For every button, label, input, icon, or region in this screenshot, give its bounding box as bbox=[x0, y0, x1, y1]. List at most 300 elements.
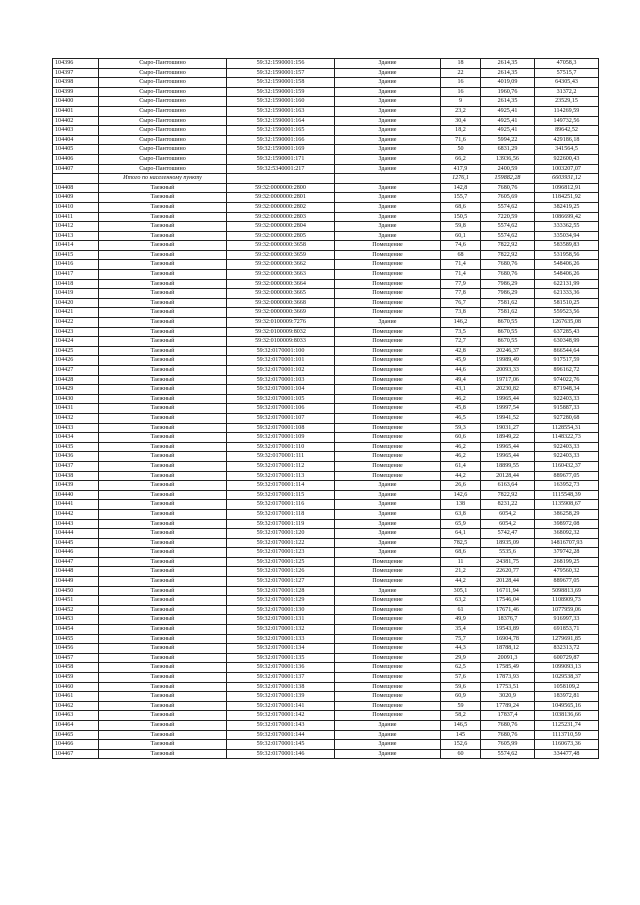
cadastral-value-cell: 927280,68 bbox=[535, 413, 599, 423]
table-row bbox=[53, 740, 599, 750]
settlement-cell: Таежный bbox=[99, 461, 227, 471]
specific-value-cell: 19989,49 bbox=[481, 356, 535, 366]
cadastral-number-cell: 59:32:1590001:169 bbox=[227, 145, 335, 155]
area-cell: 142,6 bbox=[441, 490, 481, 500]
record-number-cell: 104442 bbox=[53, 509, 99, 519]
object-type-cell: Здание bbox=[335, 116, 441, 126]
settlement-cell: Сыро-Пантошино bbox=[99, 145, 227, 155]
specific-value-cell: 159882,28 bbox=[481, 174, 535, 184]
cadastral-value-cell: 1099093,13 bbox=[535, 663, 599, 673]
record-number-cell: 104397 bbox=[53, 68, 99, 78]
table-row bbox=[53, 298, 599, 308]
area-cell: 75,7 bbox=[441, 634, 481, 644]
object-type-cell: Помещение bbox=[335, 250, 441, 260]
table-row bbox=[53, 653, 599, 663]
table-row bbox=[53, 260, 599, 270]
area-cell: 46,2 bbox=[441, 394, 481, 404]
object-type-cell: Здание bbox=[335, 78, 441, 88]
table-row bbox=[53, 356, 599, 366]
cadastral-value-cell: 1058109,2 bbox=[535, 682, 599, 692]
record-number-cell: 104464 bbox=[53, 720, 99, 730]
specific-value-cell: 19543,89 bbox=[481, 625, 535, 635]
area-cell: 59,6 bbox=[441, 682, 481, 692]
settlement-cell: Сыро-Пантошино bbox=[99, 135, 227, 145]
settlement-cell: Сыро-Пантошино bbox=[99, 78, 227, 88]
settlement-cell: Таежный bbox=[99, 346, 227, 356]
area-cell: 73,8 bbox=[441, 308, 481, 318]
area-cell: 77,9 bbox=[441, 279, 481, 289]
table-row bbox=[53, 481, 599, 491]
record-number-cell: 104436 bbox=[53, 452, 99, 462]
cadastral-value-cell: 368092,32 bbox=[535, 529, 599, 539]
settlement-cell: Таежный bbox=[99, 519, 227, 529]
cadastral-value-cell: 47058,3 bbox=[535, 59, 599, 69]
cadastral-value-cell: 600729,87 bbox=[535, 653, 599, 663]
object-type-cell: Помещение bbox=[335, 625, 441, 635]
specific-value-cell: 5574,62 bbox=[481, 231, 535, 241]
settlement-cell: Таежный bbox=[99, 260, 227, 270]
specific-value-cell: 5994,22 bbox=[481, 135, 535, 145]
specific-value-cell: 22620,77 bbox=[481, 567, 535, 577]
area-cell: 145 bbox=[441, 730, 481, 740]
cadastral-value-cell: 429186,18 bbox=[535, 135, 599, 145]
cadastral-number-cell: 59:32:0170001:142 bbox=[227, 711, 335, 721]
cadastral-number-cell: 59:32:0170001:105 bbox=[227, 394, 335, 404]
object-type-cell: Помещение bbox=[335, 452, 441, 462]
property-table bbox=[52, 58, 599, 759]
document-page bbox=[52, 58, 598, 759]
table-row bbox=[53, 519, 599, 529]
cadastral-number-cell: 59:32:5340001:217 bbox=[227, 164, 335, 174]
settlement-cell: Таежный bbox=[99, 231, 227, 241]
settlement-cell: Таежный bbox=[99, 548, 227, 558]
cadastral-value-cell: 341564,5 bbox=[535, 145, 599, 155]
specific-value-cell: 20093,33 bbox=[481, 366, 535, 376]
settlement-cell: Таежный bbox=[99, 605, 227, 615]
settlement-cell: Таежный bbox=[99, 663, 227, 673]
cadastral-value-cell: 922403,33 bbox=[535, 394, 599, 404]
record-number-cell: 104428 bbox=[53, 375, 99, 385]
table-row bbox=[53, 529, 599, 539]
settlement-cell: Таежный bbox=[99, 241, 227, 251]
area-cell: 146,5 bbox=[441, 720, 481, 730]
specific-value-cell: 7680,76 bbox=[481, 260, 535, 270]
table-row bbox=[53, 116, 599, 126]
cadastral-number-cell: 59:32:1590001:164 bbox=[227, 116, 335, 126]
settlement-cell: Таежный bbox=[99, 653, 227, 663]
settlement-cell: Сыро-Пантошино bbox=[99, 126, 227, 136]
specific-value-cell: 8231,22 bbox=[481, 500, 535, 510]
area-cell: 73,5 bbox=[441, 327, 481, 337]
cadastral-value-cell: 386258,29 bbox=[535, 509, 599, 519]
area-cell: 155,7 bbox=[441, 193, 481, 203]
record-number-cell: 104457 bbox=[53, 653, 99, 663]
area-cell: 50 bbox=[441, 145, 481, 155]
cadastral-value-cell: 333362,55 bbox=[535, 222, 599, 232]
object-type-cell: Помещение bbox=[335, 394, 441, 404]
specific-value-cell: 7581,62 bbox=[481, 308, 535, 318]
record-number-cell: 104407 bbox=[53, 164, 99, 174]
cadastral-value-cell: 871948,34 bbox=[535, 385, 599, 395]
specific-value-cell: 18788,12 bbox=[481, 644, 535, 654]
cadastral-value-cell: 922600,43 bbox=[535, 154, 599, 164]
settlement-cell: Таежный bbox=[99, 423, 227, 433]
object-type-cell: Помещение bbox=[335, 596, 441, 606]
settlement-cell: Таежный bbox=[99, 356, 227, 366]
cadastral-number-cell: 59:32:0170001:113 bbox=[227, 471, 335, 481]
record-number-cell: 104417 bbox=[53, 270, 99, 280]
record-number-cell: 104427 bbox=[53, 366, 99, 376]
settlement-cell: Таежный bbox=[99, 471, 227, 481]
table-row bbox=[53, 212, 599, 222]
cadastral-number-cell: 59:32:0170001:103 bbox=[227, 375, 335, 385]
cadastral-value-cell: 163952,73 bbox=[535, 481, 599, 491]
cadastral-value-cell: 1184251,92 bbox=[535, 193, 599, 203]
table-row bbox=[53, 413, 599, 423]
specific-value-cell: 6163,64 bbox=[481, 481, 535, 491]
object-type-cell: Здание bbox=[335, 586, 441, 596]
specific-value-cell: 16904,78 bbox=[481, 634, 535, 644]
cadastral-number-cell: 59:32:0170001:120 bbox=[227, 529, 335, 539]
table-row bbox=[53, 202, 599, 212]
cadastral-number-cell: 59:32:0100009:7276 bbox=[227, 318, 335, 328]
specific-value-cell: 17873,93 bbox=[481, 673, 535, 683]
specific-value-cell: 8670,55 bbox=[481, 337, 535, 347]
cadastral-number-cell: 59:32:0170001:106 bbox=[227, 404, 335, 414]
table-row bbox=[53, 97, 599, 107]
object-type-cell: Здание bbox=[335, 509, 441, 519]
cadastral-number-cell: 59:32:0170001:145 bbox=[227, 740, 335, 750]
cadastral-number-cell: 59:32:0000000:2803 bbox=[227, 212, 335, 222]
object-type-cell: Здание bbox=[335, 87, 441, 97]
settlement-cell: Таежный bbox=[99, 557, 227, 567]
table-row bbox=[53, 231, 599, 241]
table-row bbox=[53, 625, 599, 635]
area-cell: 59 bbox=[441, 701, 481, 711]
record-number-cell: 104452 bbox=[53, 605, 99, 615]
record-number-cell: 104406 bbox=[53, 154, 99, 164]
record-number-cell: 104440 bbox=[53, 490, 99, 500]
record-number-cell: 104432 bbox=[53, 413, 99, 423]
settlement-cell: Таежный bbox=[99, 375, 227, 385]
record-number-cell: 104448 bbox=[53, 567, 99, 577]
cadastral-value-cell: 57515,7 bbox=[535, 68, 599, 78]
settlement-cell: Таежный bbox=[99, 490, 227, 500]
settlement-cell: Таежный bbox=[99, 740, 227, 750]
area-cell: 58,2 bbox=[441, 711, 481, 721]
table-row bbox=[53, 596, 599, 606]
area-cell: 150,5 bbox=[441, 212, 481, 222]
settlement-cell: Таежный bbox=[99, 749, 227, 759]
record-number-cell: 104447 bbox=[53, 557, 99, 567]
settlement-cell: Таежный bbox=[99, 442, 227, 452]
record-number-cell: 104444 bbox=[53, 529, 99, 539]
specific-value-cell: 7822,92 bbox=[481, 241, 535, 251]
settlement-cell: Сыро-Пантошино bbox=[99, 116, 227, 126]
cadastral-number-cell: 59:32:1590001:159 bbox=[227, 87, 335, 97]
settlement-cell: Таежный bbox=[99, 481, 227, 491]
cadastral-number-cell: 59:32:0170001:143 bbox=[227, 720, 335, 730]
cadastral-value-cell: 583589,83 bbox=[535, 241, 599, 251]
cadastral-number-cell: 59:32:0000000:3668 bbox=[227, 298, 335, 308]
specific-value-cell: 8670,55 bbox=[481, 318, 535, 328]
object-type-cell: Помещение bbox=[335, 701, 441, 711]
object-type-cell: Здание bbox=[335, 720, 441, 730]
record-number-cell: 104425 bbox=[53, 346, 99, 356]
specific-value-cell: 19965,44 bbox=[481, 452, 535, 462]
table-row bbox=[53, 327, 599, 337]
specific-value-cell: 18899,55 bbox=[481, 461, 535, 471]
table-row bbox=[53, 720, 599, 730]
cadastral-number-cell: 59:32:0170001:129 bbox=[227, 596, 335, 606]
area-cell: 29,9 bbox=[441, 653, 481, 663]
cadastral-value-cell: 622131,99 bbox=[535, 279, 599, 289]
cadastral-value-cell: 916997,33 bbox=[535, 615, 599, 625]
record-number-cell: 104437 bbox=[53, 461, 99, 471]
record-number-cell: 104467 bbox=[53, 749, 99, 759]
specific-value-cell: 4925,41 bbox=[481, 126, 535, 136]
settlement-cell: Таежный bbox=[99, 327, 227, 337]
specific-value-cell: 2614,35 bbox=[481, 97, 535, 107]
table-row bbox=[53, 404, 599, 414]
cadastral-value-cell: 335034,94 bbox=[535, 231, 599, 241]
record-number-cell: 104466 bbox=[53, 740, 99, 750]
object-type-cell: Здание bbox=[335, 164, 441, 174]
object-type-cell: Здание bbox=[335, 202, 441, 212]
cadastral-value-cell: 917517,59 bbox=[535, 356, 599, 366]
table-row bbox=[53, 423, 599, 433]
object-type-cell: Помещение bbox=[335, 663, 441, 673]
record-number-cell: 104416 bbox=[53, 260, 99, 270]
specific-value-cell: 20128,44 bbox=[481, 577, 535, 587]
specific-value-cell: 7986,29 bbox=[481, 289, 535, 299]
cadastral-value-cell: 379742,28 bbox=[535, 548, 599, 558]
settlement-cell: Сыро-Пантошино bbox=[99, 106, 227, 116]
settlement-cell: Сыро-Пантошино bbox=[99, 87, 227, 97]
object-type-cell: Здание bbox=[335, 529, 441, 539]
record-number-cell: 104402 bbox=[53, 116, 99, 126]
object-type-cell: Помещение bbox=[335, 567, 441, 577]
settlement-cell: Таежный bbox=[99, 538, 227, 548]
specific-value-cell: 5742,47 bbox=[481, 529, 535, 539]
object-type-cell: Здание bbox=[335, 481, 441, 491]
record-number-cell: 104398 bbox=[53, 78, 99, 88]
settlement-cell: Сыро-Пантошино bbox=[99, 68, 227, 78]
object-type-cell: Здание bbox=[335, 106, 441, 116]
settlement-cell: Таежный bbox=[99, 596, 227, 606]
cadastral-number-cell: 59:32:1590001:157 bbox=[227, 68, 335, 78]
area-cell: 1276,1 bbox=[441, 174, 481, 184]
settlement-cell: Таежный bbox=[99, 298, 227, 308]
cadastral-value-cell: 1160432,37 bbox=[535, 461, 599, 471]
settlement-cell: Таежный bbox=[99, 692, 227, 702]
cadastral-value-cell: 1267635,08 bbox=[535, 318, 599, 328]
cadastral-number-cell: 59:32:0000000:3663 bbox=[227, 270, 335, 280]
specific-value-cell: 18376,7 bbox=[481, 615, 535, 625]
area-cell: 68 bbox=[441, 250, 481, 260]
settlement-cell: Таежный bbox=[99, 433, 227, 443]
area-cell: 60,9 bbox=[441, 692, 481, 702]
cadastral-value-cell: 1038136,66 bbox=[535, 711, 599, 721]
object-type-cell: Здание bbox=[335, 749, 441, 759]
cadastral-value-cell: 89642,52 bbox=[535, 126, 599, 136]
record-number-cell: 104424 bbox=[53, 337, 99, 347]
cadastral-number-cell: 59:32:0170001:137 bbox=[227, 673, 335, 683]
record-number-cell: 104446 bbox=[53, 548, 99, 558]
area-cell: 30,4 bbox=[441, 116, 481, 126]
settlement-cell: Таежный bbox=[99, 250, 227, 260]
cadastral-value-cell: 548406,26 bbox=[535, 270, 599, 280]
cadastral-number-cell: 59:32:0170001:135 bbox=[227, 653, 335, 663]
cadastral-number-cell: 59:32:1590001:165 bbox=[227, 126, 335, 136]
record-number-cell: 104400 bbox=[53, 97, 99, 107]
area-cell: 71,4 bbox=[441, 270, 481, 280]
cadastral-number-cell: 59:32:0170001:101 bbox=[227, 356, 335, 366]
record-number-cell: 104413 bbox=[53, 231, 99, 241]
object-type-cell: Здание bbox=[335, 500, 441, 510]
specific-value-cell: 3020,9 bbox=[481, 692, 535, 702]
area-cell: 65,9 bbox=[441, 519, 481, 529]
cadastral-number-cell: 59:32:0170001:139 bbox=[227, 692, 335, 702]
table-row bbox=[53, 452, 599, 462]
table-row bbox=[53, 730, 599, 740]
area-cell: 16 bbox=[441, 87, 481, 97]
cadastral-number-cell: 59:32:0000000:3665 bbox=[227, 289, 335, 299]
object-type-cell: Помещение bbox=[335, 433, 441, 443]
cadastral-number-cell bbox=[227, 174, 335, 184]
record-number-cell: 104465 bbox=[53, 730, 99, 740]
object-type-cell: Помещение bbox=[335, 615, 441, 625]
specific-value-cell: 4019,09 bbox=[481, 78, 535, 88]
cadastral-number-cell: 59:32:0170001:100 bbox=[227, 346, 335, 356]
record-number-cell: 104404 bbox=[53, 135, 99, 145]
area-cell: 60,6 bbox=[441, 433, 481, 443]
record-number-cell: 104455 bbox=[53, 634, 99, 644]
table-row bbox=[53, 634, 599, 644]
specific-value-cell: 17753,51 bbox=[481, 682, 535, 692]
table-row bbox=[53, 106, 599, 116]
area-cell: 18 bbox=[441, 59, 481, 69]
record-number-cell: 104463 bbox=[53, 711, 99, 721]
record-number-cell: 104443 bbox=[53, 519, 99, 529]
area-cell: 59,8 bbox=[441, 222, 481, 232]
area-cell: 43,1 bbox=[441, 385, 481, 395]
record-number-cell: 104418 bbox=[53, 279, 99, 289]
area-cell: 63,8 bbox=[441, 509, 481, 519]
cadastral-number-cell: 59:32:1590001:160 bbox=[227, 97, 335, 107]
record-number-cell: 104450 bbox=[53, 586, 99, 596]
area-cell: 417,9 bbox=[441, 164, 481, 174]
object-type-cell: Помещение bbox=[335, 442, 441, 452]
table-row bbox=[53, 135, 599, 145]
table-row bbox=[53, 68, 599, 78]
cadastral-number-cell: 59:32:0170001:118 bbox=[227, 509, 335, 519]
cadastral-number-cell: 59:32:0170001:130 bbox=[227, 605, 335, 615]
object-type-cell: Помещение bbox=[335, 413, 441, 423]
record-number-cell: 104415 bbox=[53, 250, 99, 260]
object-type-cell: Помещение bbox=[335, 461, 441, 471]
specific-value-cell: 7220,59 bbox=[481, 212, 535, 222]
record-number-cell: 104431 bbox=[53, 404, 99, 414]
area-cell: 77,8 bbox=[441, 289, 481, 299]
area-cell: 26,6 bbox=[441, 481, 481, 491]
cadastral-value-cell: 6603931,12 bbox=[535, 174, 599, 184]
cadastral-number-cell: 59:32:0170001:114 bbox=[227, 481, 335, 491]
cadastral-number-cell: 59:32:0000000:3669 bbox=[227, 308, 335, 318]
cadastral-value-cell: 398972,08 bbox=[535, 519, 599, 529]
specific-value-cell: 19031,27 bbox=[481, 423, 535, 433]
table-row bbox=[53, 509, 599, 519]
table-row bbox=[53, 337, 599, 347]
object-type-cell: Помещение bbox=[335, 298, 441, 308]
cadastral-value-cell: 23529,15 bbox=[535, 97, 599, 107]
specific-value-cell: 19717,06 bbox=[481, 375, 535, 385]
specific-value-cell: 6831,29 bbox=[481, 145, 535, 155]
area-cell: 68,6 bbox=[441, 548, 481, 558]
cadastral-value-cell: 889677,05 bbox=[535, 471, 599, 481]
area-cell: 61,4 bbox=[441, 461, 481, 471]
cadastral-number-cell: 59:32:0170001:102 bbox=[227, 366, 335, 376]
object-type-cell: Помещение bbox=[335, 260, 441, 270]
object-type-cell: Помещение bbox=[335, 366, 441, 376]
table-row bbox=[53, 548, 599, 558]
cadastral-value-cell: 114269,59 bbox=[535, 106, 599, 116]
settlement-cell: Таежный bbox=[99, 567, 227, 577]
cadastral-number-cell: 59:32:0170001:126 bbox=[227, 567, 335, 577]
cadastral-value-cell: 5098813,69 bbox=[535, 586, 599, 596]
object-type-cell: Здание bbox=[335, 126, 441, 136]
record-number-cell: 104460 bbox=[53, 682, 99, 692]
record-number-cell: 104396 bbox=[53, 59, 99, 69]
cadastral-number-cell: 59:32:1590001:171 bbox=[227, 154, 335, 164]
record-number-cell: 104429 bbox=[53, 385, 99, 395]
table-row bbox=[53, 711, 599, 721]
table-row bbox=[53, 318, 599, 328]
cadastral-value-cell: 183972,81 bbox=[535, 692, 599, 702]
table-row bbox=[53, 701, 599, 711]
settlement-cell: Таежный bbox=[99, 711, 227, 721]
object-type-cell: Помещение bbox=[335, 673, 441, 683]
object-type-cell: Помещение bbox=[335, 692, 441, 702]
cadastral-number-cell: 59:32:0170001:134 bbox=[227, 644, 335, 654]
area-cell: 45,8 bbox=[441, 404, 481, 414]
specific-value-cell: 7605,69 bbox=[481, 193, 535, 203]
cadastral-number-cell: 59:32:0170001:123 bbox=[227, 548, 335, 558]
object-type-cell: Здание bbox=[335, 730, 441, 740]
specific-value-cell: 6054,2 bbox=[481, 519, 535, 529]
specific-value-cell: 5574,62 bbox=[481, 202, 535, 212]
cadastral-number-cell: 59:32:0170001:115 bbox=[227, 490, 335, 500]
cadastral-number-cell: 59:32:0170001:111 bbox=[227, 452, 335, 462]
area-cell: 63,2 bbox=[441, 596, 481, 606]
table-row bbox=[53, 605, 599, 615]
cadastral-number-cell: 59:32:0170001:138 bbox=[227, 682, 335, 692]
object-type-cell: Помещение bbox=[335, 337, 441, 347]
object-type-cell: Помещение bbox=[335, 346, 441, 356]
area-cell: 57,6 bbox=[441, 673, 481, 683]
object-type-cell: Здание bbox=[335, 548, 441, 558]
cadastral-value-cell: 64305,43 bbox=[535, 78, 599, 88]
specific-value-cell: 7822,92 bbox=[481, 250, 535, 260]
table-row bbox=[53, 193, 599, 203]
area-cell: 71,4 bbox=[441, 260, 481, 270]
settlement-cell: Таежный bbox=[99, 394, 227, 404]
table-row bbox=[53, 126, 599, 136]
settlement-cell: Таежный bbox=[99, 615, 227, 625]
cadastral-value-cell: 691853,71 bbox=[535, 625, 599, 635]
area-cell: 23,2 bbox=[441, 106, 481, 116]
settlement-cell: Таежный bbox=[99, 222, 227, 232]
